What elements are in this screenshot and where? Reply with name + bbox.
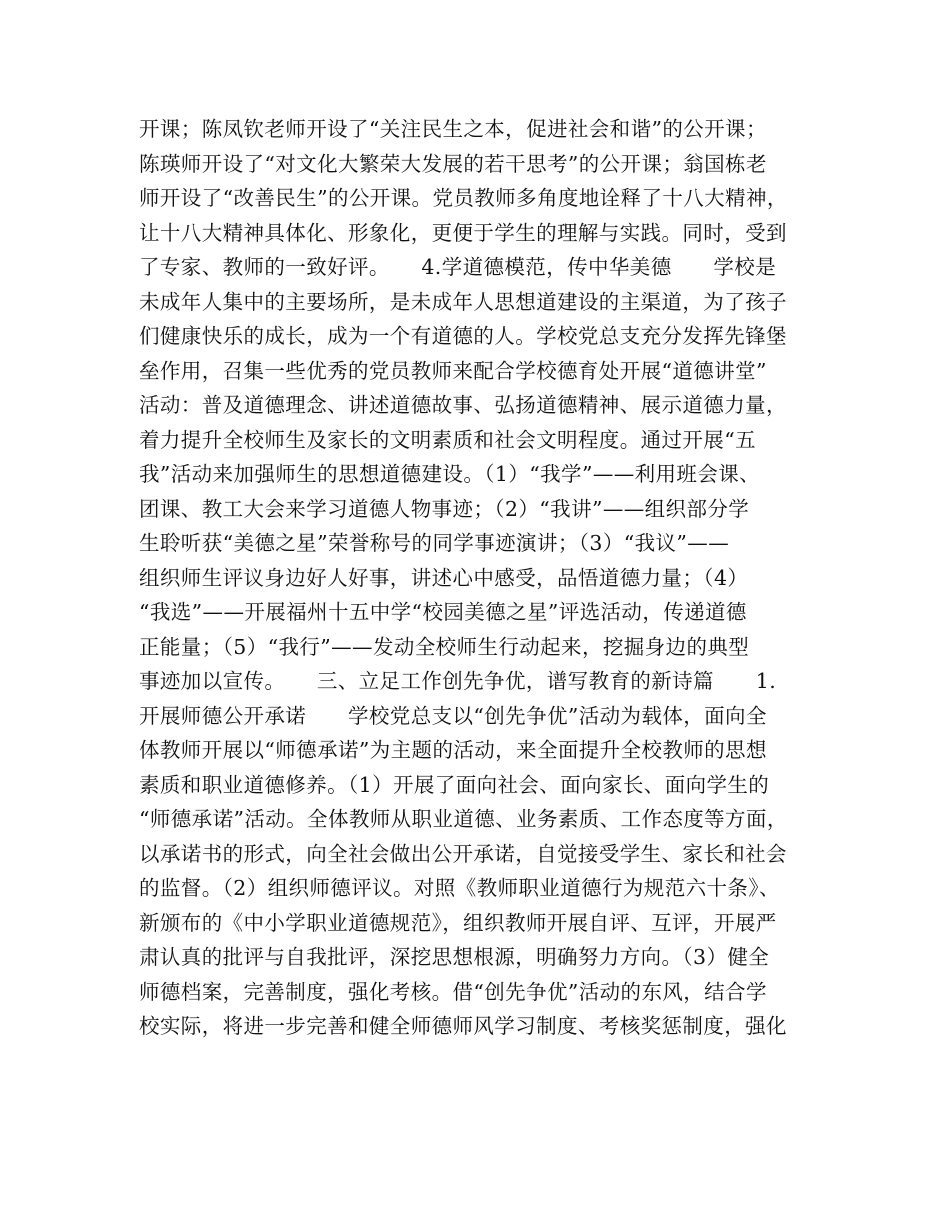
text-line: 师德档案，完善制度，强化考核。借“创先争优”活动的东风，结合学 [139, 979, 767, 1004]
text-line: “我选”——开展福州十五中学“校园美德之星”评选活动，传递道德 [139, 600, 747, 624]
text-line: 陈瑛师开设了“对文化大繁荣大发展的若干思考”的公开课；翁国栋老 [139, 151, 767, 176]
text-line: 肃认真的批评与自我批评，深挖思想根源，明确努力方向。（3）健全 [139, 945, 770, 969]
text-line: 的监督。（2）组织师德评议。对照《教师职业道德行为规范六十条》、 [139, 876, 780, 900]
text-line: 们健康快乐的成长，成为一个有道德的人。学校党总支充分发挥先锋堡 [139, 324, 787, 348]
text-line: 事迹加以宣传。 三、立足工作创先争优，谱写教育的新诗篇 1. [139, 669, 777, 693]
text-line: 团课、教工大会来学习道德人物事迹；（2）“我讲”——组织部分学 [139, 496, 750, 521]
body-text [139, 112, 829, 1044]
text-line: 未成年人集中的主要场所，是未成年人思想道建设的主渠道，为了孩子 [139, 289, 787, 314]
text-line: 了专家、教师的一致好评。 4.学道德模范，传中华美德 学校是 [139, 255, 777, 279]
text-line: 让十八大精神具体化、形象化，更便于学生的理解与实践。同时，受到 [139, 220, 787, 245]
text-line: 素质和职业道德修养。（1）开展了面向社会、面向家长、面向学生的 [139, 772, 770, 797]
text-line: 以承诺书的形式，向全社会做出公开承诺，自觉接受学生、家长和社会 [139, 841, 787, 866]
text-line: 体教师开展以“师德承诺”为主题的活动，来全面提升全校教师的思想 [139, 738, 767, 762]
text-line: 开课；陈凤钦老师开设了“关注民生之本，促进社会和谐”的公开课； [139, 117, 767, 141]
text-line: 生聆听获“美德之星”荣誉称号的同学事迹演讲；（3）“我议”—— [139, 531, 730, 555]
text-line: 组织师生评议身边好人好事，讲述心中感受，品悟道德力量；（4） [139, 565, 749, 590]
text-line: 垒作用，召集一些优秀的党员教师来配合学校德育处开展“道德讲堂” [139, 358, 767, 383]
text-line: 活动：普及道德理念、讲述道德故事、弘扬道德精神、展示道德力量， [139, 393, 787, 417]
text-line: 新颁布的《中小学职业道德规范》，组织教师开展自评、互评，开展严 [139, 910, 777, 935]
text-line: 着力提升全校师生及家长的文明素质和社会文明程度。通过开展“五 [139, 427, 756, 452]
text-line: 校实际，将进一步完善和健全师德师风学习制度、考核奖惩制度，强化 [139, 1014, 787, 1038]
text-line: “师德承诺”活动。全体教师从职业道德、业务素质、工作态度等方面， [139, 807, 788, 831]
text-line: 我”活动来加强师生的思想道德建设。（1）“我学”——利用班会课、 [139, 462, 761, 486]
text-line: 开展师德公开承诺 学校党总支以“创先争优”活动为载体，面向全 [139, 703, 767, 728]
text-line: 正能量；（5）“我行”——发动全校师生行动起来，挖掘身边的典型 [139, 634, 750, 659]
text-line: 师开设了“改善民生”的公开课。党员教师多角度地诠释了十八大精神， [139, 186, 788, 210]
